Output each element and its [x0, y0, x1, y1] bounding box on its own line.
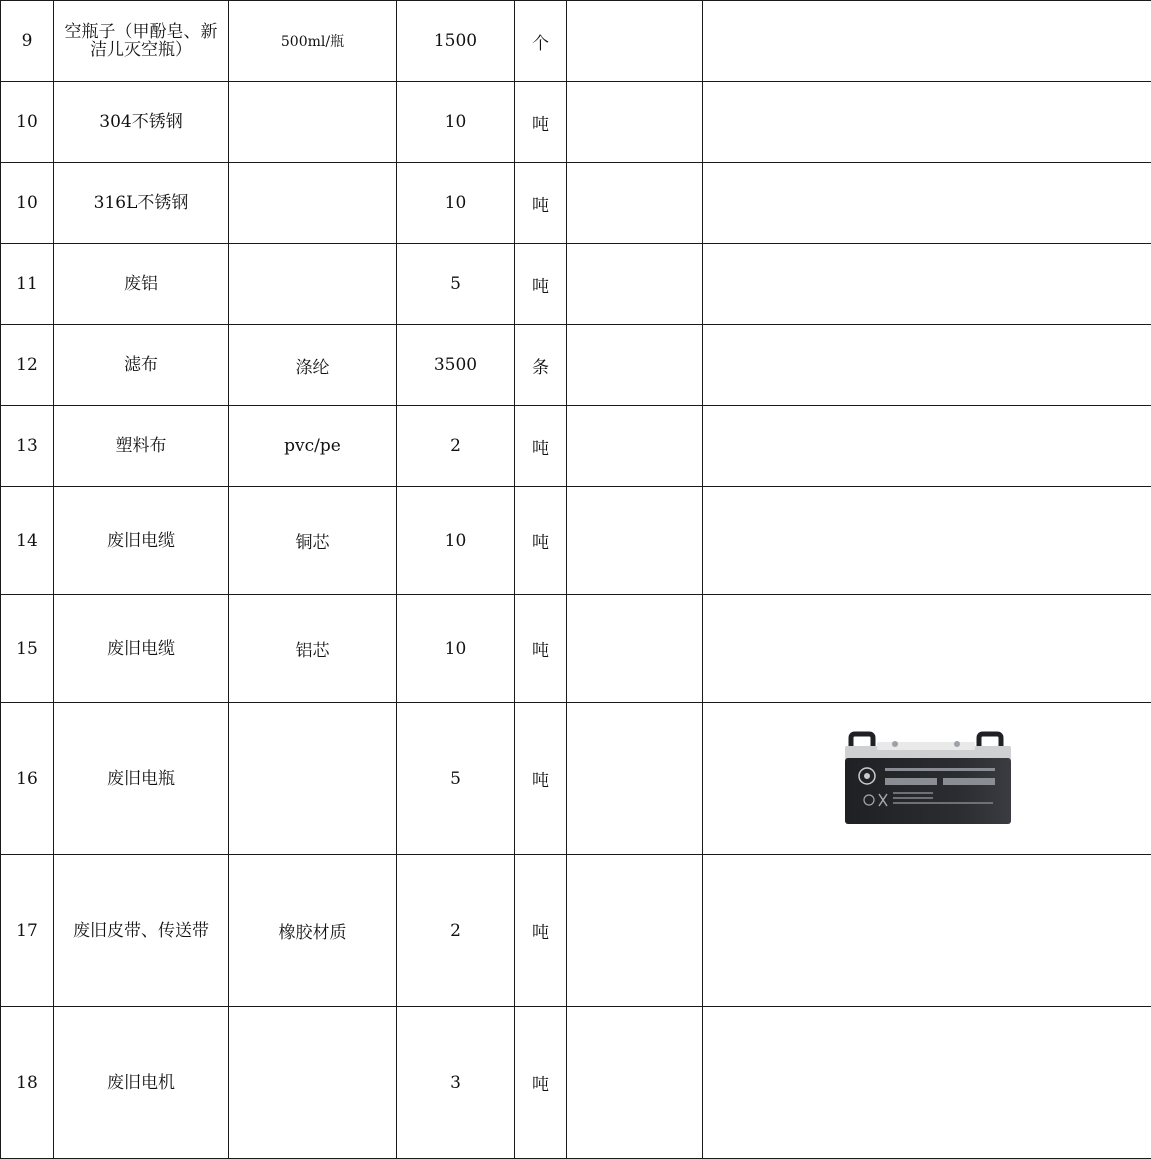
- item-spec: pvc/pe: [229, 406, 397, 487]
- item-remark: [703, 855, 1151, 1007]
- item-unit: 吨: [515, 82, 567, 163]
- item-remark: [703, 82, 1151, 163]
- item-remark: [703, 244, 1151, 325]
- item-name: 316L不锈钢: [54, 163, 229, 244]
- item-name: 废旧皮带、传送带: [54, 855, 229, 1007]
- item-remark: [703, 1007, 1151, 1159]
- item-unit: 吨: [515, 595, 567, 703]
- item-name: 废旧电机: [54, 1007, 229, 1159]
- table-row: [1, 1, 1151, 82]
- item-spec: [229, 82, 397, 163]
- item-quantity: 10: [397, 163, 515, 244]
- battery-icon: [837, 724, 1017, 834]
- item-unit: 条: [515, 325, 567, 406]
- item-remark: [703, 163, 1151, 244]
- item-quantity: 5: [397, 244, 515, 325]
- item-price: [567, 703, 703, 855]
- row-number: 17: [1, 855, 54, 1007]
- item-price: [567, 406, 703, 487]
- item-quantity: 10: [397, 82, 515, 163]
- item-name: 废旧电缆: [54, 595, 229, 703]
- table-row: [1, 244, 1151, 325]
- item-spec: [229, 163, 397, 244]
- item-unit: 吨: [515, 163, 567, 244]
- item-unit: 吨: [515, 244, 567, 325]
- row-number: 14: [1, 487, 54, 595]
- item-spec: [229, 1007, 397, 1159]
- item-price: [567, 1, 703, 82]
- row-number: 9: [1, 1, 54, 82]
- item-spec: 500ml/瓶: [229, 1, 397, 82]
- row-number: 15: [1, 595, 54, 703]
- item-unit: 个: [515, 1, 567, 82]
- item-price: [567, 487, 703, 595]
- item-spec: [229, 244, 397, 325]
- item-unit: 吨: [515, 855, 567, 1007]
- item-spec: 涤纶: [229, 325, 397, 406]
- item-remark: [703, 595, 1151, 703]
- item-unit: 吨: [515, 1007, 567, 1159]
- item-name: 废旧电瓶: [54, 703, 229, 855]
- item-remark-photo: [703, 703, 1151, 855]
- table-row: [1, 703, 1151, 855]
- item-quantity: 2: [397, 855, 515, 1007]
- item-name: 滤布: [54, 325, 229, 406]
- table-row: [1, 325, 1151, 406]
- item-unit: 吨: [515, 406, 567, 487]
- item-quantity: 3: [397, 1007, 515, 1159]
- item-quantity: 10: [397, 487, 515, 595]
- table-row: [1, 163, 1151, 244]
- item-name: 废铝: [54, 244, 229, 325]
- row-number: 13: [1, 406, 54, 487]
- item-price: [567, 855, 703, 1007]
- table-row: [1, 855, 1151, 1007]
- item-name: 塑料布: [54, 406, 229, 487]
- row-number: 16: [1, 703, 54, 855]
- item-price: [567, 1007, 703, 1159]
- item-price: [567, 163, 703, 244]
- row-number: 10: [1, 82, 54, 163]
- row-number: 10: [1, 163, 54, 244]
- item-remark: [703, 406, 1151, 487]
- item-name: 304不锈钢: [54, 82, 229, 163]
- table-row: [1, 82, 1151, 163]
- item-quantity: 10: [397, 595, 515, 703]
- item-name: 空瓶子（甲酚皂、新洁儿灭空瓶）: [54, 1, 229, 82]
- table-row: [1, 595, 1151, 703]
- item-remark: [703, 1, 1151, 82]
- item-spec: 铝芯: [229, 595, 397, 703]
- item-spec: 铜芯: [229, 487, 397, 595]
- item-unit: 吨: [515, 703, 567, 855]
- item-unit: 吨: [515, 487, 567, 595]
- item-quantity: 1500: [397, 1, 515, 82]
- item-spec: [229, 703, 397, 855]
- item-price: [567, 325, 703, 406]
- row-number: 11: [1, 244, 54, 325]
- item-price: [567, 82, 703, 163]
- table-row: [1, 1007, 1151, 1159]
- table-row: [1, 487, 1151, 595]
- item-name: 废旧电缆: [54, 487, 229, 595]
- item-remark: [703, 325, 1151, 406]
- item-spec: 橡胶材质: [229, 855, 397, 1007]
- table-row: [1, 406, 1151, 487]
- item-price: [567, 595, 703, 703]
- row-number: 12: [1, 325, 54, 406]
- item-price: [567, 244, 703, 325]
- item-quantity: 5: [397, 703, 515, 855]
- item-quantity: 3500: [397, 325, 515, 406]
- row-number: 18: [1, 1007, 54, 1159]
- item-remark: [703, 487, 1151, 595]
- item-quantity: 2: [397, 406, 515, 487]
